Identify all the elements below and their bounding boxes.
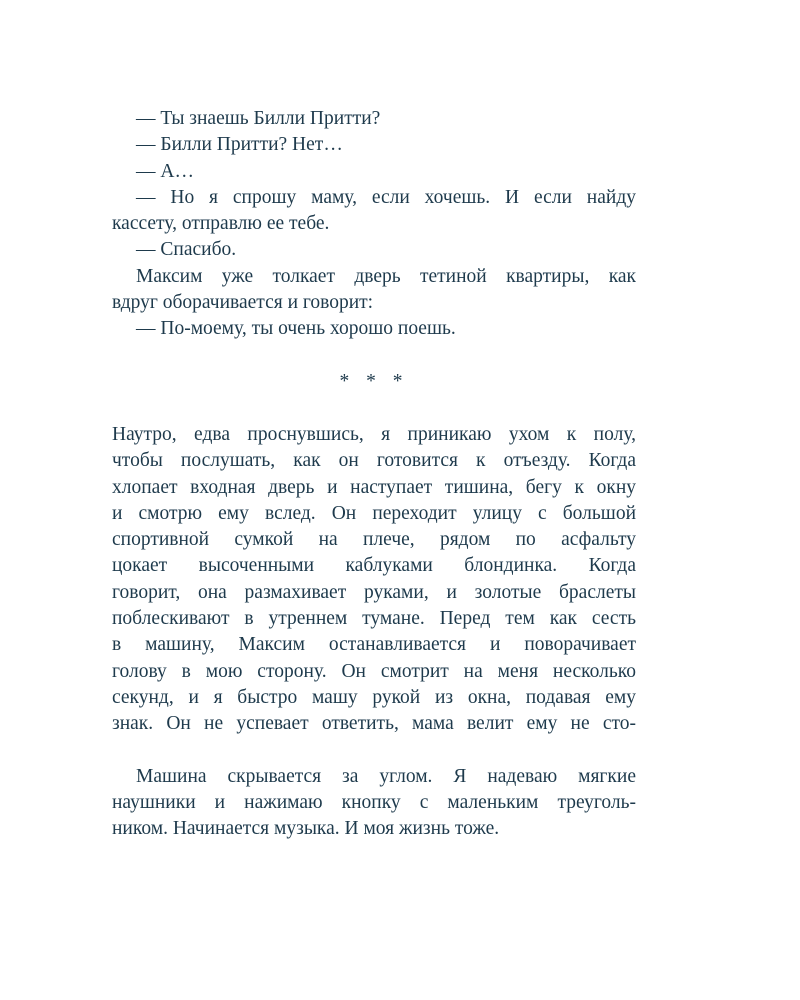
paragraph-line: Машина скрывается за углом. Я надеваю мягкие [136,765,636,787]
paragraph-line: и смотрю ему вслед. Он переходит улицу с большой [112,502,636,524]
paragraph-car [112,764,636,843]
paragraph-line: Наутро, едва проснувшись, я приникаю ухом к полу, [112,423,636,445]
dialogue-line: — Ты знаешь Билли Притти? [136,108,381,129]
dialogue-line: — Но я спрошу маму, если хочешь. И если найду [136,186,636,208]
dialogue-line: — А… [136,160,194,182]
paragraph-line: наушники и нажимаю кнопку с маленьким треуголь- [112,792,636,814]
paragraph-line: знак. Он не успевает ответить, мама велит ему не сто- [112,713,636,735]
paragraph-line: цокает высоченными каблуками блондинка. Когда [112,555,636,577]
paragraph-line: секунд, и я быстро машу рукой из окна, подавая ему [112,686,636,708]
dialogue-line: — По-моему, ты очень хорошо поешь. [136,318,456,340]
paragraph-line: говорит, она размахивает руками, и золотые браслеты [112,581,636,603]
dialogue-block [112,106,636,343]
dialogue-line: — Спасибо. [136,239,237,261]
paragraph-line [112,738,636,764]
paragraph-line: ником. Начинается музыка. И моя жизнь тоже. [112,818,500,840]
paragraph-line: голову в мою сторону. Он смотрит на меня несколько [112,660,636,682]
paragraph-line: чтобы послушать, как он готовится к отъезду. Когда [112,450,636,472]
section-separator: * * * [339,370,409,392]
paragraph-line: поблескивают в утреннем тумане. Перед тем как сесть [112,608,636,630]
dialogue-line: кассету, отправлю ее тебе. [112,213,330,235]
dialogue-line: — Билли Притти? Нет… [136,134,343,156]
book-page [112,106,636,843]
paragraph-morning [112,422,636,764]
paragraph-line: спортивной сумкой на плече, рядом по асфальту [112,529,636,551]
paragraph-line: в машину, Максим останавливается и поворачивает [112,634,636,656]
paragraph-line: вдруг оборачивается и говорит: [112,292,374,314]
paragraph-line: Максим уже толкает дверь тетиной квартиры, как [136,265,636,287]
paragraph-line: хлопает входная дверь и наступает тишина, бегу к окну [112,476,636,498]
